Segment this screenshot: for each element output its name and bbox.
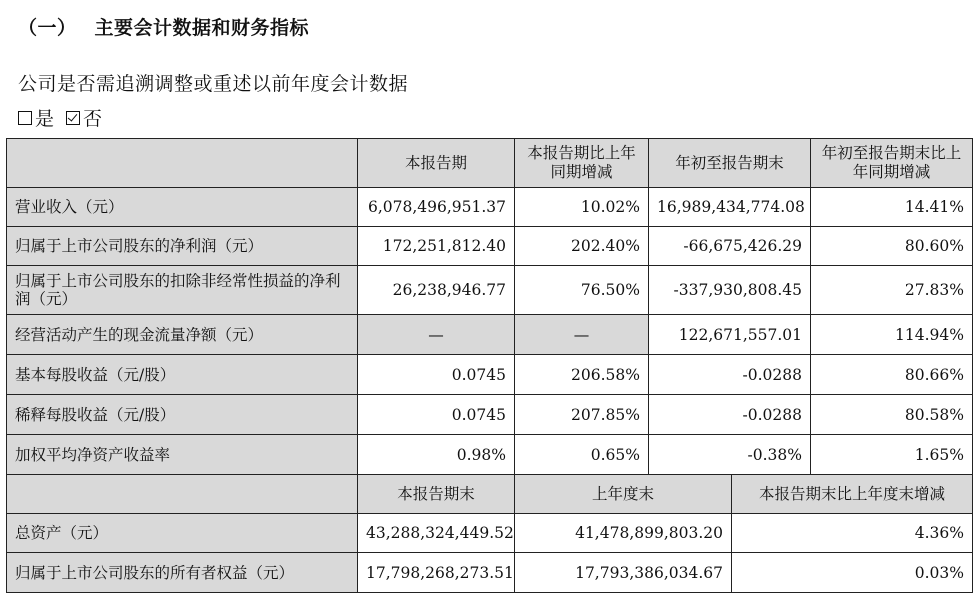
cell-value: 17,798,268,273.51 <box>358 553 515 593</box>
cell-value: 0.98% <box>358 435 515 475</box>
table-row <box>7 514 973 553</box>
row-label: 营业收入（元） <box>7 188 358 227</box>
table-row <box>7 188 973 227</box>
cell-value: — <box>358 315 515 355</box>
col-header-period-end: 本报告期末 <box>358 475 515 514</box>
cell-value: 6,078,496,951.37 <box>358 188 515 227</box>
row-label: 经营活动产生的现金流量净额（元） <box>7 315 358 355</box>
row-label: 归属于上市公司股东的扣除非经常性损益的净利润（元） <box>7 266 358 315</box>
cell-value: -0.38% <box>649 435 811 475</box>
cell-value: 80.66% <box>811 355 973 395</box>
cell-value: 17,793,386,034.67 <box>515 553 732 593</box>
col-header-prior-year-end: 上年度末 <box>515 475 732 514</box>
table-row <box>7 435 973 475</box>
section-heading <box>18 13 309 40</box>
cell-value: 206.58% <box>515 355 649 395</box>
cell-value: 80.60% <box>811 227 973 266</box>
cell-value: 0.0745 <box>358 355 515 395</box>
row-label: 总资产（元） <box>7 514 358 553</box>
cell-value: -0.0288 <box>649 355 811 395</box>
cell-value: — <box>515 315 649 355</box>
financial-indicators-table <box>6 138 973 593</box>
cell-value: 16,989,434,774.08 <box>649 188 811 227</box>
cell-value: -337,930,808.45 <box>649 266 811 315</box>
cell-value: 80.58% <box>811 395 973 435</box>
table1-header-blank <box>7 139 358 188</box>
option-no-label: 否 <box>83 108 103 130</box>
cell-value: 10.02% <box>515 188 649 227</box>
row-label: 基本每股收益（元/股） <box>7 355 358 395</box>
checkbox-no[interactable] <box>66 111 80 125</box>
cell-value: 26,238,946.77 <box>358 266 515 315</box>
cell-value: 202.40% <box>515 227 649 266</box>
cell-value: 1.65% <box>811 435 973 475</box>
col-header-ytd-change: 年初至报告期末比上年同期增减 <box>811 139 973 188</box>
col-header-ytd: 年初至报告期末 <box>649 139 811 188</box>
table1-header-row <box>7 139 973 188</box>
cell-value: 14.41% <box>811 188 973 227</box>
table-row <box>7 553 973 593</box>
cell-value: -0.0288 <box>649 395 811 435</box>
section-number: （一） <box>18 17 77 39</box>
cell-value: 4.36% <box>732 514 973 553</box>
cell-value: 27.83% <box>811 266 973 315</box>
table-row <box>7 355 973 395</box>
row-label: 稀释每股收益（元/股） <box>7 395 358 435</box>
table-row <box>7 266 973 315</box>
row-label: 归属于上市公司股东的净利润（元） <box>7 227 358 266</box>
table-row <box>7 395 973 435</box>
table-row <box>7 315 973 355</box>
checkbox-yes[interactable] <box>18 111 32 125</box>
table-row <box>7 227 973 266</box>
cell-value: 43,288,324,449.52 <box>358 514 515 553</box>
option-yes-label: 是 <box>35 108 55 130</box>
col-header-current-period: 本报告期 <box>358 139 515 188</box>
cell-value: 172,251,812.40 <box>358 227 515 266</box>
row-label: 归属于上市公司股东的所有者权益（元） <box>7 553 358 593</box>
col-header-period-end-change: 本报告期末比上年度末增减 <box>732 475 973 514</box>
section-title: 主要会计数据和财务指标 <box>94 17 310 39</box>
cell-value: 0.03% <box>732 553 973 593</box>
cell-value: 114.94% <box>811 315 973 355</box>
col-header-current-period-change: 本报告期比上年同期增减 <box>515 139 649 188</box>
cell-value: -66,675,426.29 <box>649 227 811 266</box>
table2-header-row <box>7 475 973 514</box>
cell-value: 122,671,557.01 <box>649 315 811 355</box>
restatement-question: 公司是否需追溯调整或重述以前年度会计数据 <box>18 73 409 95</box>
cell-value: 41,478,899,803.20 <box>515 514 732 553</box>
cell-value: 76.50% <box>515 266 649 315</box>
cell-value: 207.85% <box>515 395 649 435</box>
table2-header-blank <box>7 475 358 514</box>
cell-value: 0.65% <box>515 435 649 475</box>
cell-value: 0.0745 <box>358 395 515 435</box>
row-label: 加权平均净资产收益率 <box>7 435 358 475</box>
restatement-options <box>18 104 114 131</box>
